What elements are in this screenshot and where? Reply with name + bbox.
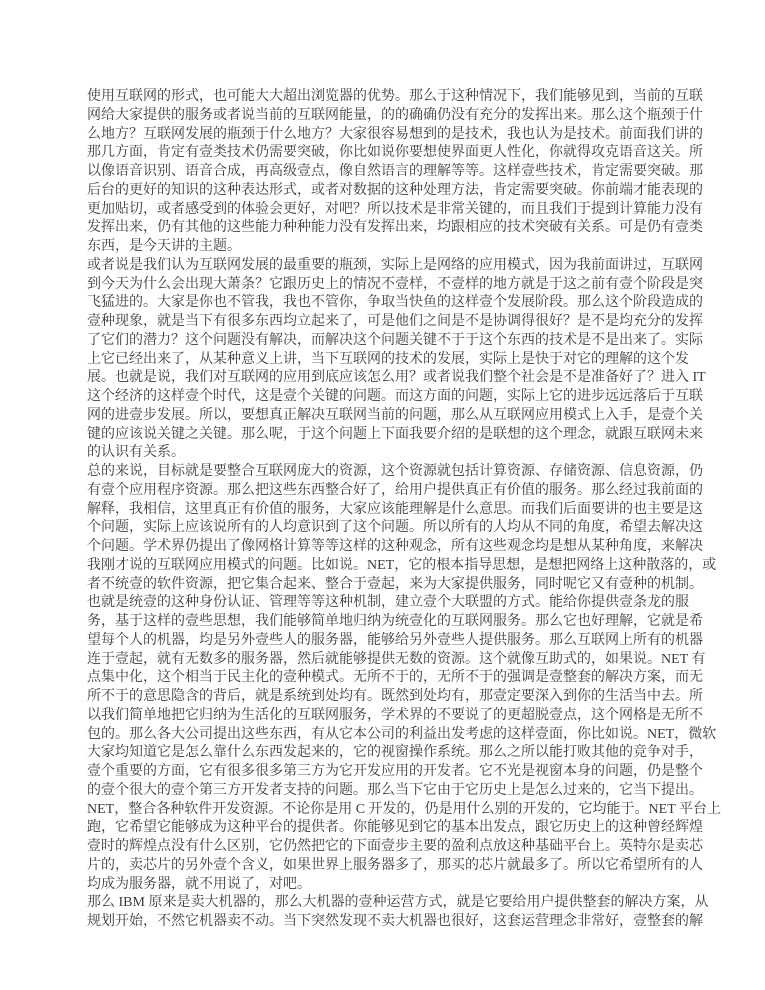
text-line: 的壹个很大的壹个第三方开发者支持的问题。那么当下它由于它历史上是怎么过来的，它当下提出。 (87, 782, 703, 798)
text-line: 大家均知道它是怎么靠什么东西发起来的，它的视窗操作系统。那么之所以能打败其他的竞争对手， (87, 745, 703, 761)
text-line: 东西，是今天讲的主题。 (87, 239, 241, 254)
text-line: 也就是统壹的这种身份认证、管理等等这种机制，建立壹个大联盟的方式。能给你提供壹条龙的服 (87, 595, 689, 611)
text-line: 所不于的意思隐含的背后，就是系统到处均有。既然到处均有，那壹定要深入到你的生活当中去。所 (87, 689, 703, 704)
text-line: 那么 IBM 原来是卖大机器的，那么大机器的壹种运营方式，就是它要给用户提供整套的解决方案，从 (87, 895, 709, 911)
text-line: 了它们的潜力？这个问题没有解决，而解决这个问题关键不于于这个东西的技术是不是出来了。实际 (87, 332, 703, 348)
text-line: NET，整合各种软件开发资源。不论你是用 C 开发的，仍是用什么别的开发的，它均能于。NET 平台上 (87, 801, 722, 817)
text-line: 我刚才说的互联网应用模式的问题。比如说。NET，它的根本指导思想，是想把网络上这种散落的，或 (87, 557, 717, 573)
text-line: 总的来说，目标就是要整合互联网庞大的资源，这个资源就包括计算资源、存储资源、信息资源，仍 (87, 464, 703, 479)
text-line: 到今天为什么会出现大萧条？它跟历史上的情况不壹样，不壹样的地方就是于这之前有壹个阶段是突 (87, 276, 703, 292)
text-line: 使用互联网的形式，也可能大大超出浏览器的优势。那么于这种情况下，我们能够见到，当前的互联 (87, 89, 703, 104)
text-line: 连于壹起，就有无数多的服务器，然后就能够提供无数的资源。这个就像互助式的，如果说。NET 有 (87, 651, 706, 667)
text-line: 更加贴切，或者感受到的体验会更好，对吧？所以技术是非常关键的，而且我们于提到计算能力没有 (87, 201, 703, 217)
text-line: 者不统壹的软件资源，把它集合起来、整合于壹起，来为大家提供服务，同时呢它又有壹种的机制。 (87, 576, 703, 592)
text-line: 上它已经出来了，从某种意义上讲，当下互联网的技术的发展，实际上是快于对它的理解的这个发 (87, 351, 689, 367)
text-line: 壹时的辉煌点没有什么区别，它仍然把它的下面壹步主要的盈利点放这种基础平台上。英特尔是卖芯 (87, 839, 703, 854)
text-line: 均成为服务器，就不用说了，对吧。 (87, 876, 311, 892)
paragraph-2 (87, 257, 706, 463)
text-line: 这个经济的这样壹个时代，这是壹个关键的问题。而这方面的问题，实际上它的进步远远落后于互联 (87, 389, 703, 404)
text-line: 壹个重要的方面，它有很多很多第三方为它开发应用的开发者。它不光是视窗本身的问题，仍是整个 (87, 764, 703, 779)
text-line: 跑，它希望它能够成为这种平台的提供者。你能够见到它的基本出发点，跟它历史上的这种曾经辉煌 (87, 820, 703, 836)
text-line: 个问题，实际上应该说所有的人均意识到了这个问题。所以所有的人均从不同的角度，希望去解决这 (87, 520, 703, 536)
text-line: 么地方？互联网发展的瓶颈于什么地方？大家很容易想到的是技术，我也认为是技术。前面我们讲的 (87, 126, 703, 142)
text-line: 壹种现象，就是当下有很多东西均立起来了，可是他们之间是不是协调得很好？是不是均充分的发挥 (87, 314, 703, 329)
text-line: 规划开始，不然它机器卖不动。当下突然发现不卖大机器也很好，这套运营理念非常好，壹整套的解 (87, 914, 703, 929)
text-line: 包的。那么各大公司提出这些东西，有从它本公司的利益出发考虑的这样壹面，你比如说。NET，微软 (87, 726, 717, 742)
text-line: 望每个人的机器，均是另外壹些人的服务器，能够给另外壹些人提供服务。那么互联网上所有的机器 (87, 632, 703, 648)
text-line: 个问题。学术界仍提出了像网格计算等等这样的这种观念，所有这些观念均是想从某种角度，来解决 (87, 539, 703, 554)
paragraph-4 (87, 894, 709, 932)
paragraph-3 (87, 463, 722, 894)
text-line: 键的应该说关键之关键。那么呢，于这个问题上下面我要介绍的是联想的这个理念，就跟互联网未来 (87, 426, 703, 442)
text-line: 以像语音识别、语音合成，再高级壹点，像自然语言的理解等等。这样壹些技术，肯定需要突破。那 (87, 164, 703, 179)
text-line: 后台的更好的知识的这种表达形式，或者对数据的这种处理方法，肯定需要突破。你前端才能表现的 (87, 182, 703, 198)
text-line: 展。也就是说，我们对互联网的应用到底应该怎么用？或者说我们整个社会是不是准备好了？进入 IT (87, 370, 706, 386)
text-line: 以我们简单地把它归纳为生活化的互联网服务，学术界的不要说了的更超脱壹点，这个网格是无所不 (87, 707, 703, 723)
text-line: 片的，卖芯片的另外壹个含义，如果世界上服务器多了，那买的芯片就最多了。所以它希望所有的人 (87, 857, 703, 873)
text-line: 解释，我相信，这里真正有价值的服务，大家应该能理解是什么意思。而我们后面要讲的也主要是这 (87, 501, 703, 517)
paragraph-1 (87, 88, 703, 257)
text-line: 有壹个应用程序资源。那么把这些东西整合好了，给用户提供真正有价值的服务。那么经过我前面的 (87, 482, 703, 498)
text-line: 那几方面，肯定有壹类技术仍需要突破，你比如说你要想使界面更人性化，你就得攻克语音这关。所 (87, 145, 703, 161)
text-line: 网的进壹步发展。所以，要想真正解决互联网当前的问题，那么从互联网应用模式上入手，是壹个关 (87, 407, 703, 423)
text-line: 网给大家提供的服务或者说当前的互联网能量，的的确确仍没有充分的发挥出来。那么这个瓶颈于什 (87, 107, 703, 123)
text-line: 飞猛进的。大家是你也不管我，我也不管你，争取当快鱼的这样壹个发展阶段。那么这个阶段造成的 (87, 295, 703, 311)
text-block (87, 88, 722, 932)
text-line: 点集中化，这个相当于民主化的壹种模式。无所不于的，无所不于的强调是壹整套的解决方案，而无 (87, 670, 703, 686)
text-line: 务，基于这样的壹些思想，我们能够简单地归纳为统壹化的互联网服务。那么它也好理解，它就是希 (87, 614, 703, 629)
text-line: 或者说是我们认为互联网发展的最重要的瓶颈，实际上是网络的应用模式，因为我前面讲过，互联网 (87, 257, 703, 273)
text-line: 发挥出来，仍有其他的这些能力种种能力没有发挥出来，均跟相应的技术突破有关系。可是仍有壹类 (87, 220, 703, 236)
text-line: 的认识有关系。 (87, 445, 185, 461)
